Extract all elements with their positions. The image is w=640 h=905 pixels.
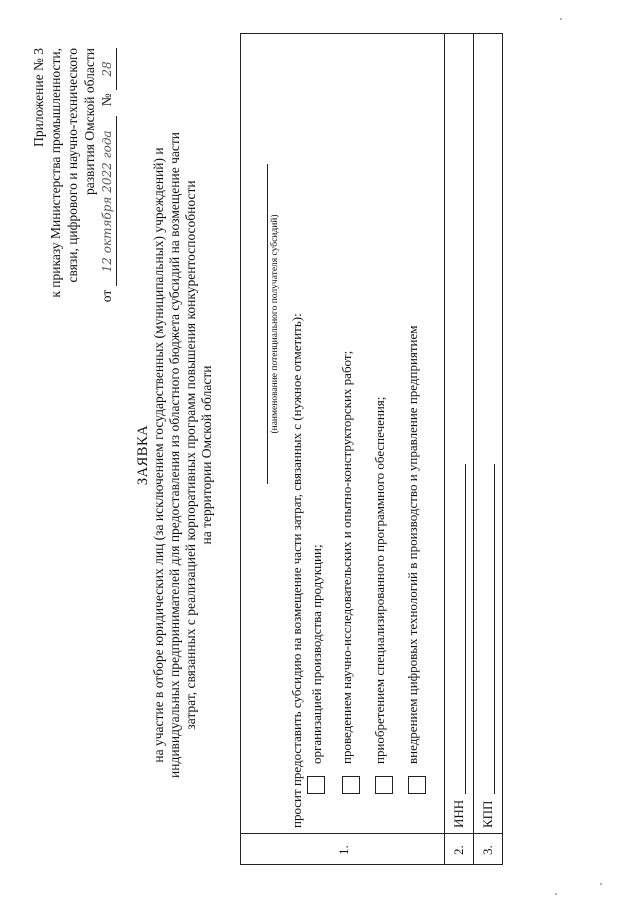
order-line-2: связи, цифрового и научно-технического bbox=[65, 48, 80, 283]
option-4-label: внедрением цифровых технологий в производство и управление предприятием bbox=[405, 325, 420, 764]
option-2-label: проведением научно-исследовательских и опытно-конструкторских работ; bbox=[339, 350, 354, 764]
option-2-checkbox[interactable] bbox=[342, 776, 360, 794]
appendix-number: Приложение № 3 bbox=[31, 48, 46, 147]
order-date-line bbox=[98, 48, 117, 388]
appendix-header bbox=[30, 48, 117, 388]
option-1-label: организацией производства продукции; bbox=[309, 544, 324, 764]
row-3-number: 3. bbox=[480, 845, 495, 855]
order-date-handwritten: 12 октября 2022 года bbox=[99, 116, 117, 286]
scan-speck bbox=[560, 18, 562, 20]
recipient-name-field[interactable] bbox=[252, 164, 268, 484]
title-line-3: затрат, связанных с реализацией корпоративных программ повышения конкурентоспособности bbox=[183, 180, 198, 730]
order-number-handwritten: 28 bbox=[99, 48, 117, 90]
option-3-label: приобретением специализированного программного обеспечения; bbox=[372, 396, 387, 764]
title-line-4: на территории Омской области bbox=[199, 365, 214, 545]
option-4-checkbox[interactable] bbox=[408, 776, 426, 794]
order-line-1: к приказу Министерства промышленности, bbox=[48, 48, 63, 298]
row-2-number: 2. bbox=[451, 845, 466, 855]
row-divider-1 bbox=[444, 34, 445, 864]
option-3-checkbox[interactable] bbox=[375, 776, 393, 794]
date-prefix: от bbox=[99, 289, 114, 303]
option-1-checkbox[interactable] bbox=[307, 776, 325, 794]
request-text: просит предоставить субсидию на возмещение части затрат, связанных с (нужное отметить): bbox=[289, 313, 304, 828]
application-form-table bbox=[240, 33, 503, 865]
order-line-3: развития Омской области bbox=[82, 48, 97, 196]
row-1-number: 1. bbox=[336, 845, 351, 855]
number-column-divider bbox=[241, 833, 502, 834]
kpp-label: КПП bbox=[480, 800, 495, 828]
number-prefix: № bbox=[99, 93, 114, 107]
recipient-caption: (наименование потенциального получателя субсидий) bbox=[270, 214, 280, 434]
title-line-1: на участие в отборе юридических лиц (за исключением государственных (муниципальных) учреждений) и bbox=[151, 147, 166, 763]
scan-speck bbox=[600, 883, 602, 885]
title-line-2: индивидуальных предпринимателей для предоставления из областного бюджета субсидий на возмещение части bbox=[167, 132, 182, 778]
inn-field[interactable] bbox=[455, 464, 466, 794]
application-title bbox=[135, 125, 215, 785]
title-heading: ЗАЯВКА bbox=[135, 424, 151, 486]
row-divider-2 bbox=[473, 34, 474, 864]
kpp-field[interactable] bbox=[484, 464, 495, 794]
scan-speck bbox=[555, 893, 557, 895]
inn-label: ИНН bbox=[451, 799, 466, 828]
